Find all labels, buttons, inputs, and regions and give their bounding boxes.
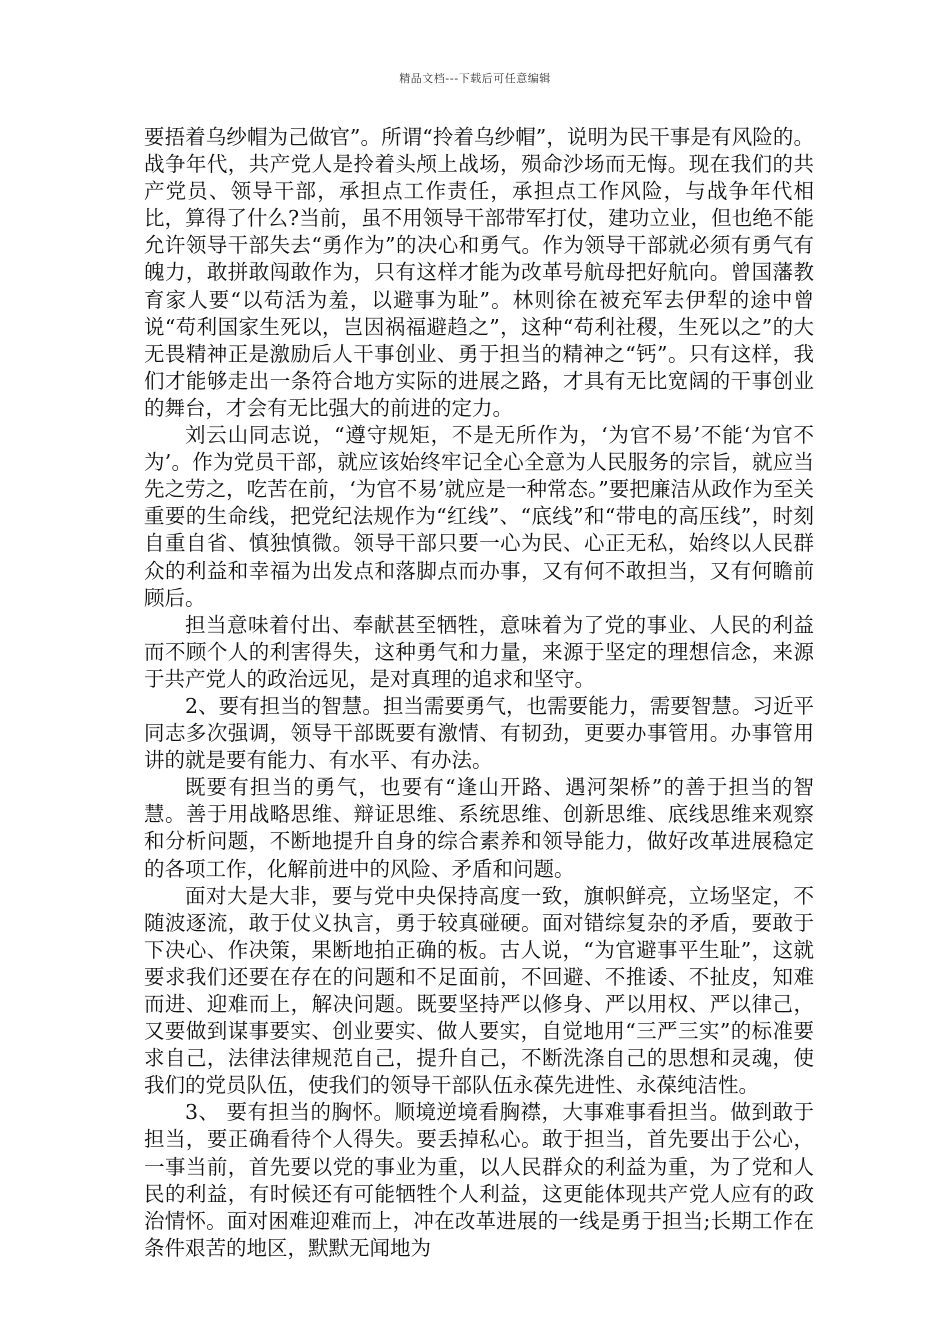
paragraph-5: 既要有担当的勇气，也要有“逢山开路、遇河架桥”的善于担当的智慧。善于用战略思维、辩证思维、系统思维、创新思维、底线思维来观察和分析问题，不断地提升自身的综合素养和领导能力，做好改革进展稳定的各项工作，化解前进中的风险、矛盾和问题。 bbox=[144, 775, 814, 881]
paragraph-6: 面对大是大非，要与党中央保持高度一致，旗帜鲜亮，立场坚定，不随波逐流，敢于仗义执言，勇于较真碰硬。面对错综复杂的矛盾，要敢于下决心、作决策，果断地拍正确的板。古人说，“为官避事平生耻”，这就要求我们还要在存在的问题和不足面前，不回避、不推诿、不扯皮，知难而进、迎难而上，解决问题。既要坚持严以修身、严以用权、严以律己，又要做到谋事要实、创业要实、做人要实，自觉地用“三严三实”的标准要求自己，法律法律规范自己，提升自己，不断洗涤自己的思想和灵魂，使我们的党员队伍，使我们的领导干部队伍永葆先进性、永葆纯洁性。 bbox=[144, 883, 814, 1098]
page-header: 精品文档---下载后可任意编辑 bbox=[399, 72, 551, 85]
paragraph-1: 要捂着乌纱帽为己做官”。所谓“拎着乌纱帽”，说明为民干事是有风险的。战争年代，共产党人是拎着头颅上战场，殒命沙场而无悔。现在我们的共产党员、领导干部，承担点工作责任，承担点工作风险，与战争年代相比，算得了什么?当前，虽不用领导干部带军打仗，建功立业，但也绝不能允许领导干部失去“勇作为”的决心和勇气。作为领导干部就必须有勇气有魄力，敢拼敢闯敢作为，只有这样才能为改革号航母把好航向。曾国藩教育家人要“以苟活为羞，以避事为耻”。林则徐在被充军去伊犁的途中曾说“苟利国家生死以，岂因祸福避趋之”，这种“苟利社稷，生死以之”的大无畏精神正是激励后人干事创业、勇于担当的精神之“钙”。只有这样，我们才能够走出一条符合地方实际的进展之路，才具有无比宽阔的干事创业的舞台，才会有无比强大的前进的定力。 bbox=[144, 125, 814, 420]
document-body bbox=[144, 124, 814, 1262]
paragraph-2: 刘云山同志说，“遵守规矩，不是无所作为，‘为官不易’不能‘为官不为’。作为党员干部，就应该始终牢记全心全意为人民服务的宗旨，就应当先之劳之，吃苦在前，‘为官不易’就应是一种常态。”要把廉洁从政作为至关重要的生命线，把党纪法规作为“红线”、“底线”和“带电的高压线”，时刻自重自省、慎独慎微。领导干部只要一心为民、心正无私，始终以人民群众的利益和幸福为出发点和落脚点而办事，又有何不敢担当，又有何瞻前顾后。 bbox=[144, 423, 814, 610]
paragraph-7: 3、 要有担当的胸怀。顺境逆境看胸襟，大事难事看担当。做到敢于担当，要正确看待个人得失。要丢掉私心。敢于担当，首先要出于公心，一事当前，首先要以党的事业为重，以人民群众的利益为重，为了党和人民的利益，有时候还有可能牺牲个人利益，这更能体现共产党人应有的政治情怀。面对困难迎难而上，冲在改革进展的一线是勇于担当;长期工作在条件艰苦的地区，默默无闻地为 bbox=[144, 1100, 814, 1260]
paragraph-4: 2、要有担当的智慧。担当需要勇气，也需要能力，需要智慧。习近平同志多次强调，领导干部既要有激情、有韧劲，更要办事管用。办事管用讲的就是要有能力、有水平、有办法。 bbox=[144, 693, 814, 773]
paragraph-3: 担当意味着付出、奉献甚至牺牲，意味着为了党的事业、人民的利益而不顾个人的利害得失，这种勇气和力量，来源于坚定的理想信念，来源于共产党人的政治远见，是对真理的追求和坚守。 bbox=[144, 612, 814, 691]
